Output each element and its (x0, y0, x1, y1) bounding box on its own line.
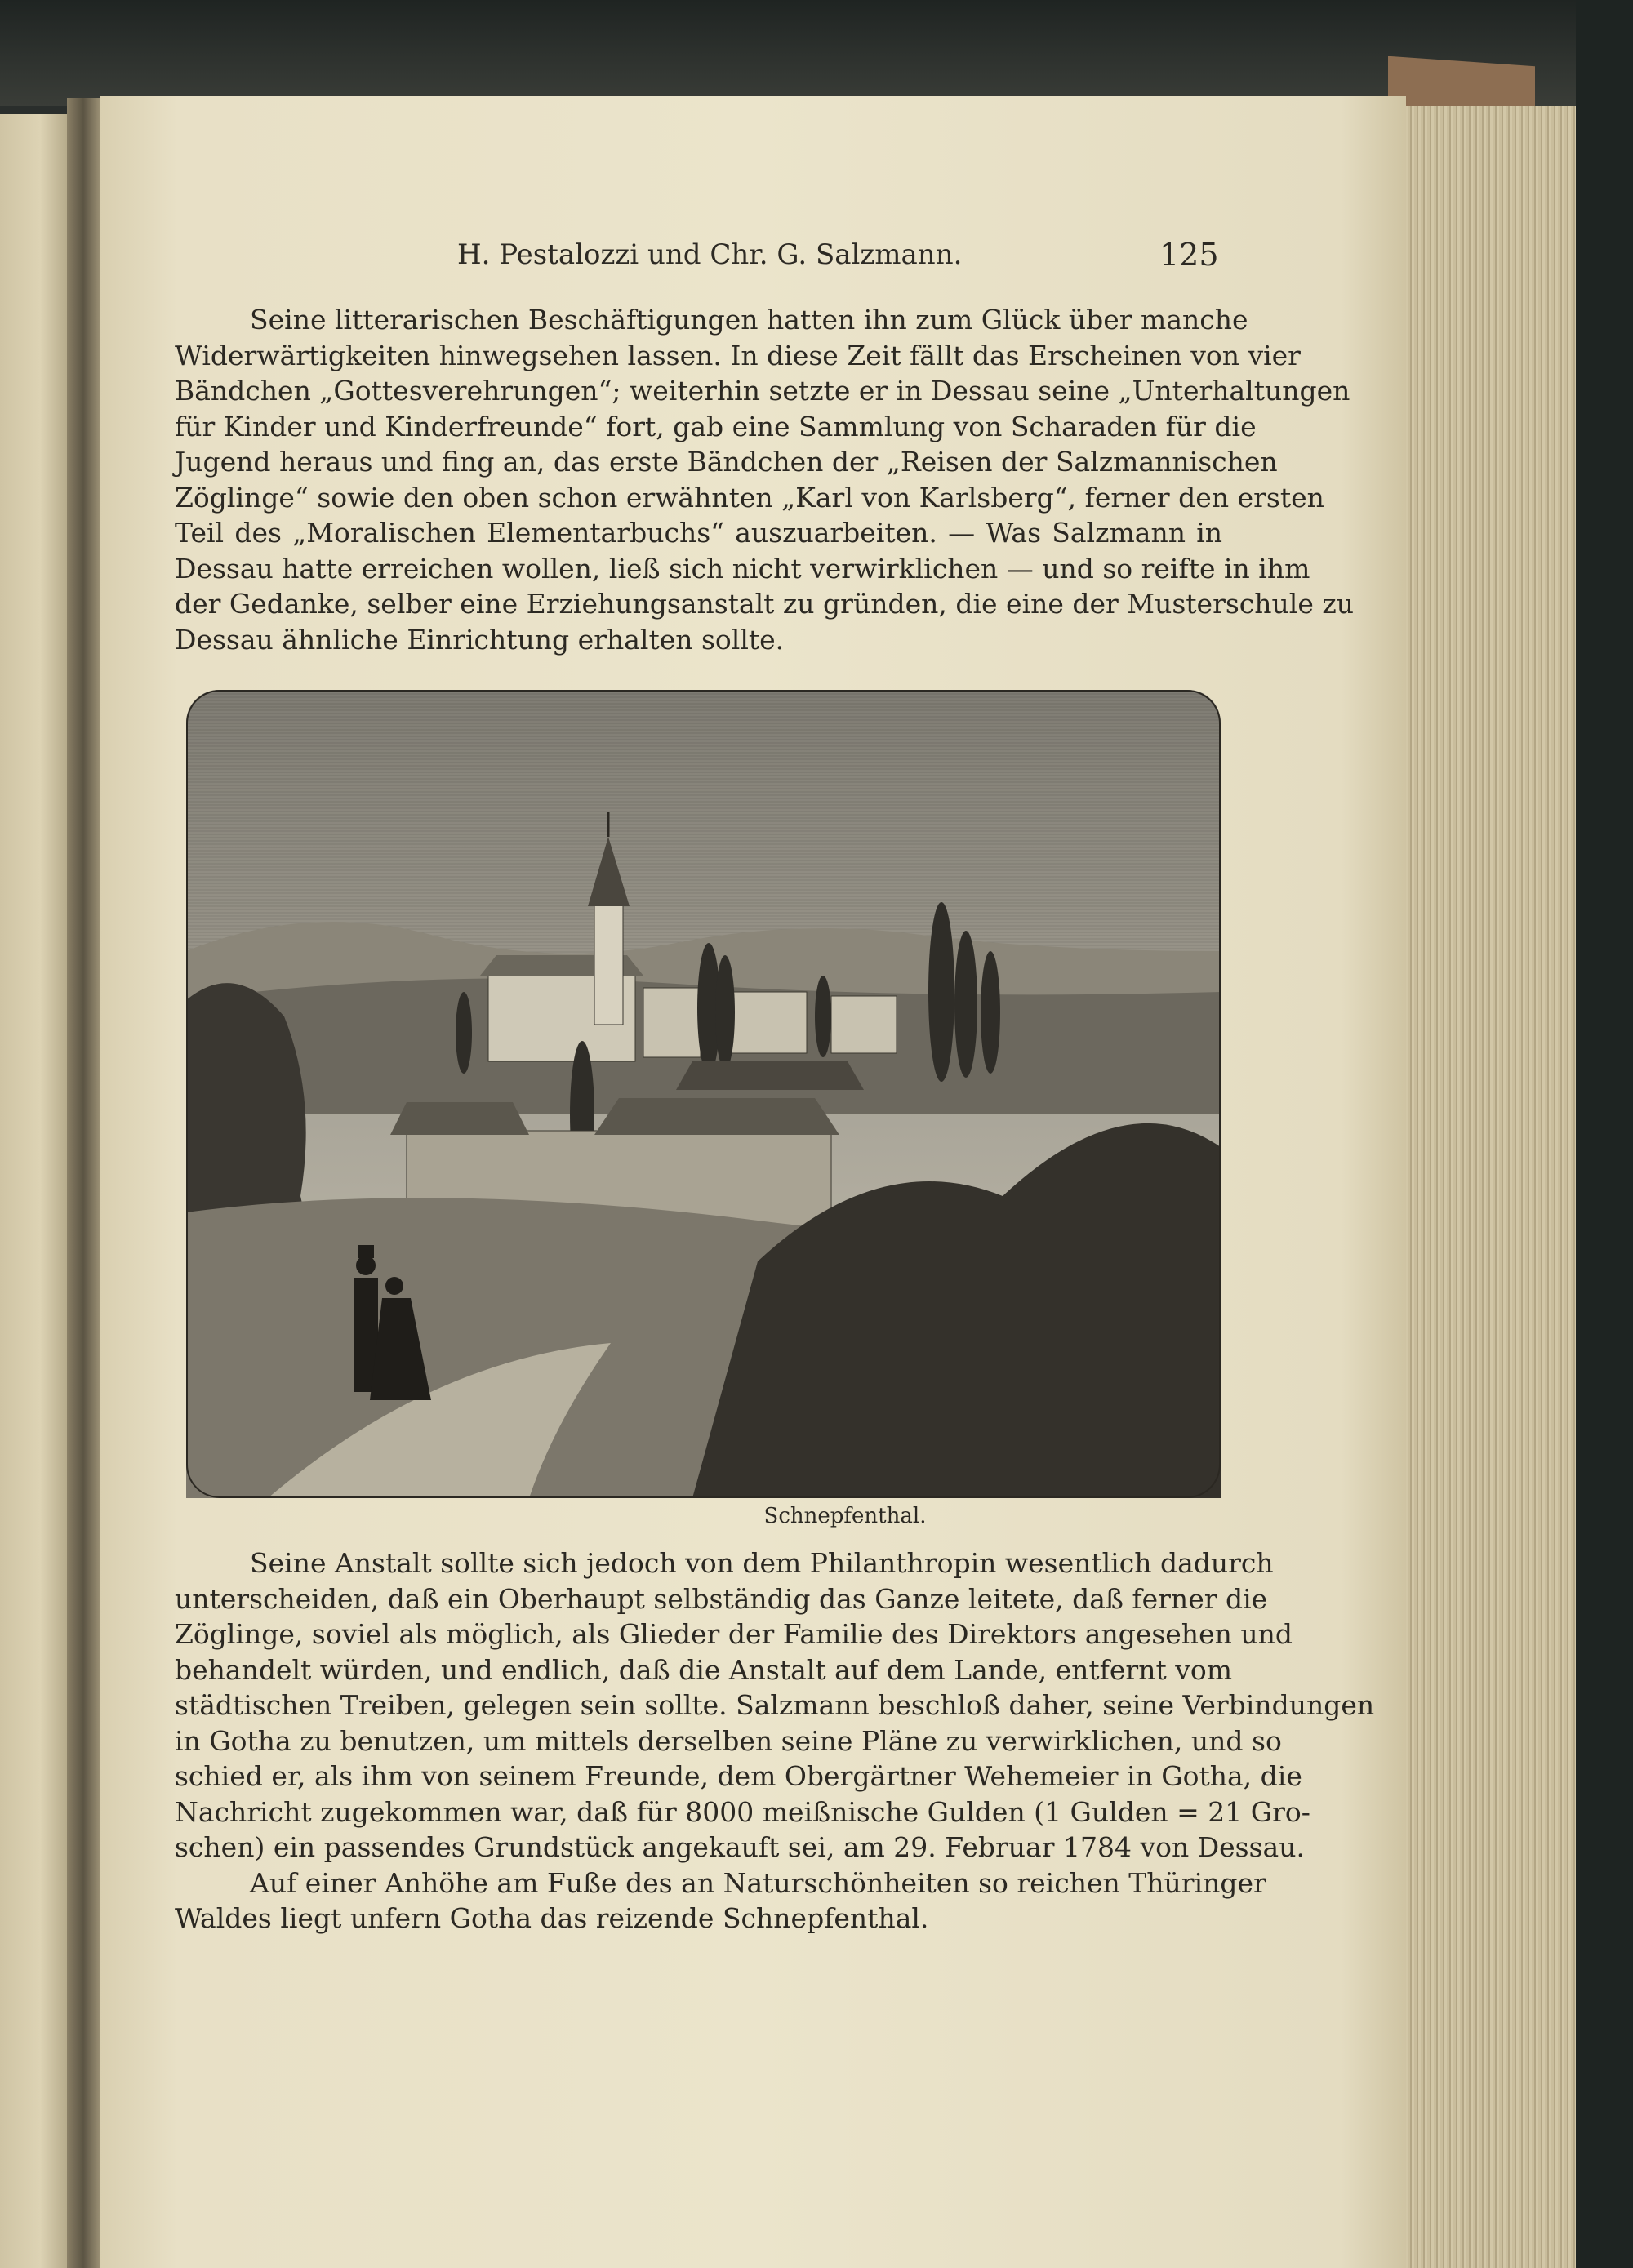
text-line: Seine Anstalt sollte sich jedoch von dem Philanthropin wesentlich dadurch (250, 1547, 1274, 1579)
text-line: für Kinder und Kinderfreunde“ fort, gab eine Sammlung von Scharaden für die (175, 410, 1257, 442)
text-line: städtischen Treiben, gelegen sein sollte. Salzmann beschloß daher, seine Verbindungen (175, 1689, 1375, 1721)
text-line: der Gedanke, selber eine Erziehungsanstalt zu gründen, die eine der Musterschule zu (175, 588, 1354, 620)
text-line: Zöglinge, soviel als möglich, als Glieder der Familie des Direktors angesehen und (175, 1618, 1293, 1650)
text-line: schied er, als ihm von seinem Freunde, dem Obergärtner Wehemeier in Gotha, die (175, 1760, 1302, 1792)
text-line: Widerwärtigkeiten hinwegsehen lassen. In diese Zeit fällt das Erscheinen von vier (175, 339, 1301, 371)
text-line: in Gotha zu benutzen, um mittels derselben seine Pläne zu verwirklichen, und so (175, 1724, 1282, 1757)
paragraph-2 (175, 1545, 1375, 1937)
text-line: Dessau ähnliche Einrichtung erhalten sollte. (175, 623, 785, 656)
paragraph-1 (175, 302, 1354, 657)
book-cover-right (1576, 0, 1633, 2268)
running-head: H. Pestalozzi und Chr. G. Salzmann. (457, 238, 963, 271)
page-edges (1388, 106, 1576, 2268)
text-line: Waldes liegt unfern Gotha das reizende Schnepfenthal. (175, 1902, 929, 1934)
text-line: schen) ein passendes Grundstück angekauft sei, am 29. Februar 1784 von Dessau. (175, 1831, 1305, 1863)
text-line: Auf einer Anhöhe am Fuße des an Naturschönheiten so reichen Thüringer (250, 1866, 1266, 1899)
schnepfenthal-engraving (186, 690, 1221, 1498)
text-line: Bändchen „Gottesverehrungen“; weiterhin setzte er in Dessau seine „Unterhaltungen (175, 375, 1350, 407)
left-page-edge (0, 114, 67, 2268)
text-line: Jugend heraus und fing an, das erste Bändchen der „Reisen der Salzmannischen (175, 446, 1278, 478)
page-number: 125 (1159, 237, 1219, 273)
book-gutter (67, 98, 100, 2268)
text-line: Zöglinge“ sowie den oben schon erwähnten „Karl von Karlsberg“, ferner den ersten (175, 481, 1324, 514)
text-line: Teil des „Moralischen Elementarbuchs“ auszuarbeiten. — Was Salzmann in (175, 517, 1222, 549)
text-line: unterscheiden, daß ein Oberhaupt selbständig das Ganze leitete, daß ferner die (175, 1582, 1268, 1615)
text-line: behandelt würden, und endlich, daß die Anstalt auf dem Lande, entfernt vom (175, 1653, 1233, 1686)
text-line: Seine litterarischen Beschäftigungen hatten ihn zum Glück über manche (250, 304, 1248, 336)
text-line: Nachricht zugekommen war, daß für 8000 meißnische Gulden (1 Gulden = 21 Gro- (175, 1795, 1310, 1828)
illustration-caption: Schnepfenthal. (763, 1504, 927, 1528)
text-line: Dessau hatte erreichen wollen, ließ sich nicht verwirklichen — und so reifte in ihm (175, 552, 1310, 585)
